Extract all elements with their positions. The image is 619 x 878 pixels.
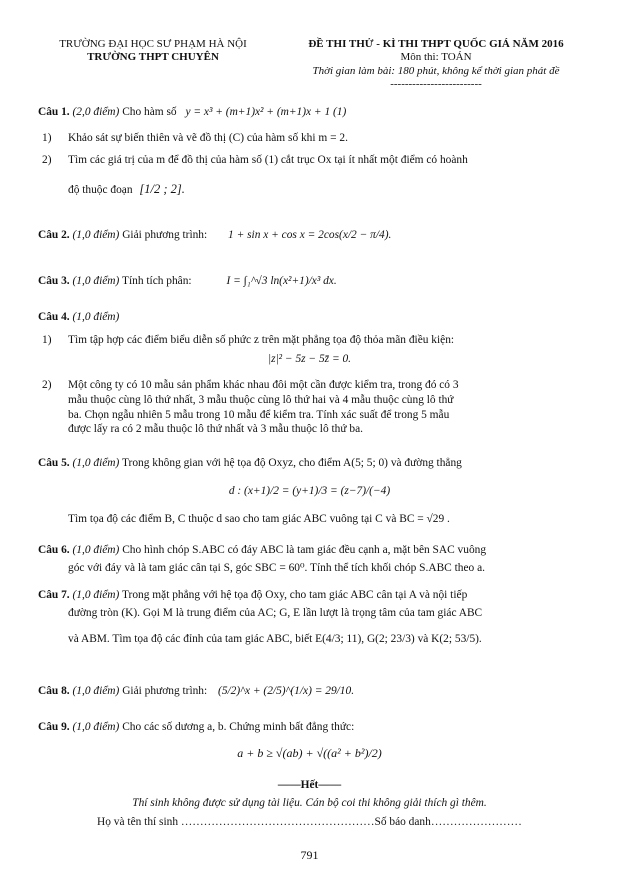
question-formula: (5/2)^x + (2/5)^(1/x) = 29/10. xyxy=(218,685,355,697)
header-rule: ------------------------- xyxy=(390,78,482,91)
question-text: Giải phương trình: xyxy=(122,685,208,697)
question-3 xyxy=(38,274,593,289)
question-text: Trong không gian với hệ tọa độ Oxyz, cho điểm A(5; 5; 0) và đường thẳng xyxy=(122,457,462,469)
question-4-part-2 xyxy=(42,378,593,437)
part-number: 1) xyxy=(42,132,52,144)
page-number: 791 xyxy=(300,848,319,862)
candidate-info-line: Họ và tên thí sinh ……………………………………………Số báo danh…………………… xyxy=(97,816,522,828)
part-text: được lấy ra có 2 mẫu thuộc lô thứ nhất và 3 mẫu thuộc lô thứ ba. xyxy=(68,423,363,436)
question-points: (2,0 điểm) xyxy=(72,106,120,118)
part-text: Khảo sát sự biến thiên và vẽ đồ thị (C) của hàm số khi m = 2. xyxy=(68,132,348,144)
question-6 xyxy=(38,543,593,558)
question-4-part-1 xyxy=(42,333,593,348)
question-label: Câu 1. xyxy=(38,106,70,118)
question-5-task: Tìm tọa độ các điểm B, C thuộc d sao cho tam giác ABC vuông tại C và BC = √29 . xyxy=(68,513,450,525)
part-number: 1) xyxy=(42,334,52,346)
inequality-formula: a + b ≥ √(ab) + √((a² + b²)/2) xyxy=(237,746,382,760)
question-label: Câu 9. xyxy=(38,721,70,733)
question-6-cont: góc với đáy và là tam giác cân tại S, góc SBC = 60⁰. Tính thể tích khối chóp S.ABC theo a. xyxy=(68,562,485,574)
question-label: Câu 2. xyxy=(38,229,70,241)
school-header xyxy=(38,38,268,65)
question-1 xyxy=(38,105,593,120)
question-formula: I = ∫₁^√3 ln(x²+1)/x³ dx. xyxy=(226,275,337,287)
question-points: (1,0 điểm) xyxy=(72,311,120,323)
question-7 xyxy=(38,588,593,603)
exam-header xyxy=(280,38,592,92)
school-name: TRƯỜNG THPT CHUYÊN xyxy=(87,51,219,64)
question-2 xyxy=(38,228,593,243)
exam-note: Thí sinh không được sử dụng tài liệu. Cán bộ coi thi không giải thích gì thêm. xyxy=(132,797,487,809)
question-points: (1,0 điểm) xyxy=(72,544,120,556)
interval-formula: [1/2 ; 2]. xyxy=(139,182,185,196)
question-text: Giải phương trình: xyxy=(122,229,208,241)
question-points: (1,0 điểm) xyxy=(72,229,120,241)
part-text: độ thuộc đoạn xyxy=(68,184,133,196)
question-formula: y = x³ + (m+1)x² + (m+1)x + 1 (1) xyxy=(185,106,347,118)
part-text: Tìm tập hợp các điểm biểu diễn số phức z trên mặt phẳng tọa độ thỏa mãn điều kiện: xyxy=(68,334,455,346)
exam-time: Thời gian làm bài: 180 phút, không kể thời gian phát đề xyxy=(312,64,560,77)
question-7-line-3: và ABM. Tìm tọa độ các đỉnh của tam giác ABC, biết E(4/3; 11), G(2; 23/3) và K(2; 53/5). xyxy=(68,633,482,645)
question-points: (1,0 điểm) xyxy=(72,589,120,601)
question-1-part-2 xyxy=(42,153,593,168)
question-1-part-2-cont xyxy=(68,181,593,198)
question-points: (1,0 điểm) xyxy=(72,457,120,469)
question-text: Cho các số dương a, b. Chứng minh bất đẳng thức: xyxy=(122,721,355,733)
question-8 xyxy=(38,684,593,699)
question-points: (1,0 điểm) xyxy=(72,275,120,287)
question-label: Câu 6. xyxy=(38,544,70,556)
complex-condition: |z|² − 5z − 5z̄ = 0. xyxy=(267,353,352,365)
question-7-line-2: đường tròn (K). Gọi M là trung điểm của AC; G, E lần lượt là trọng tâm của tam giác ABC xyxy=(68,607,483,619)
question-text: Cho hàm số xyxy=(122,106,177,118)
question-label: Câu 3. xyxy=(38,275,70,287)
question-points: (1,0 điểm) xyxy=(72,685,120,697)
question-text: Tính tích phân: xyxy=(122,275,192,287)
question-formula: 1 + sin x + cos x = 2cos(x/2 − π/4). xyxy=(228,229,392,241)
question-text: Cho hình chóp S.ABC có đáy ABC là tam giác đều cạnh a, mặt bên SAC vuông xyxy=(122,544,487,556)
question-4 xyxy=(38,310,593,325)
question-label: Câu 8. xyxy=(38,685,70,697)
question-label: Câu 7. xyxy=(38,589,70,601)
exam-title: ĐỀ THI THỬ - KÌ THI THPT QUỐC GIÁ NĂM 2016 xyxy=(308,38,564,50)
question-label: Câu 4. xyxy=(38,311,70,323)
part-text: mẫu thuộc cùng lô thứ nhất, 3 mẫu thuộc cùng lô thứ hai và 4 mẫu thuộc cùng lô thứ xyxy=(68,393,454,406)
question-points: (1,0 điểm) xyxy=(72,721,120,733)
question-text: Trong mặt phẳng với hệ tọa độ Oxy, cho tam giác ABC cân tại A và nội tiếp xyxy=(122,589,468,601)
part-number: 2) xyxy=(42,379,52,391)
line-equation: d : (x+1)/2 = (y+1)/3 = (z−7)/(−4) xyxy=(228,485,391,497)
question-label: Câu 5. xyxy=(38,457,70,469)
university-name: TRƯỜNG ĐẠI HỌC SƯ PHẠM HÀ NỘI xyxy=(59,38,247,50)
part-text: Một công ty có 10 mẫu sản phẩm khác nhau đôi một cần được kiểm tra, trong đó có 3 xyxy=(68,379,459,391)
part-number: 2) xyxy=(42,154,52,166)
question-5 xyxy=(38,456,593,471)
question-1-part-1 xyxy=(42,131,593,146)
part-text: Tìm các giá trị của m để đồ thị của hàm số (1) cắt trục Ox tại ít nhất một điểm có hoành xyxy=(68,154,468,166)
question-9 xyxy=(38,720,593,735)
end-marker: ——Hết—— xyxy=(277,779,342,791)
exam-subject: Môn thi: TOÁN xyxy=(400,51,472,64)
part-text: ba. Chọn ngẫu nhiên 5 mẫu trong 10 mẫu để kiểm tra. Tính xác suất để trong 5 mẫu xyxy=(68,408,450,421)
